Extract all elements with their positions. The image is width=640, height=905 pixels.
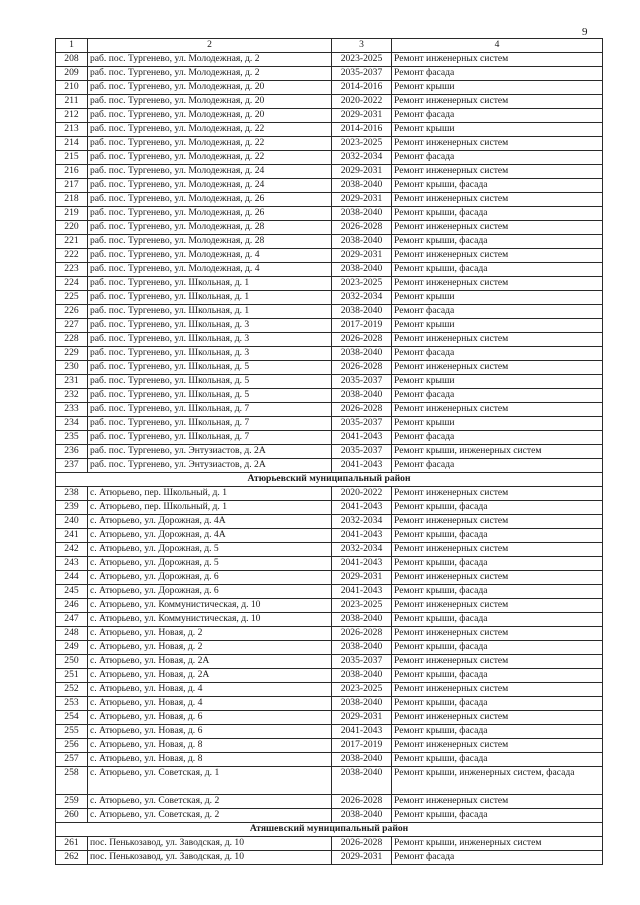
work-type-cell: Ремонт фасада [392, 851, 603, 865]
work-type-cell: Ремонт крыши [392, 123, 603, 137]
page-number: 9 [582, 26, 588, 38]
period-cell: 2032-2034 [332, 543, 392, 557]
row-number-cell: 238 [56, 487, 88, 501]
work-type-cell: Ремонт фасада [392, 67, 603, 81]
table-row [56, 515, 603, 529]
row-number-cell: 228 [56, 333, 88, 347]
table-row [56, 585, 603, 599]
row-number-cell: 252 [56, 683, 88, 697]
address-cell: раб. пос. Тургенево, ул. Молодежная, д. 22 [88, 151, 332, 165]
row-number-cell: 256 [56, 739, 88, 753]
work-type-cell: Ремонт крыши, фасада [392, 529, 603, 543]
address-cell: с. Атюрьево, ул. Дорожная, д. 6 [88, 571, 332, 585]
work-type-cell: Ремонт инженерных систем [392, 193, 603, 207]
row-number-cell: 216 [56, 165, 88, 179]
period-cell: 2041-2043 [332, 557, 392, 571]
row-number-cell: 211 [56, 95, 88, 109]
row-number-cell: 262 [56, 851, 88, 865]
table-row [56, 501, 603, 515]
period-cell: 2038-2040 [332, 235, 392, 249]
address-cell: раб. пос. Тургенево, ул. Молодежная, д. 26 [88, 207, 332, 221]
address-cell: раб. пос. Тургенево, ул. Молодежная, д. 4 [88, 263, 332, 277]
row-number-cell: 232 [56, 389, 88, 403]
period-cell: 2014-2016 [332, 123, 392, 137]
section-title: Атюрьевский муниципальный район [56, 473, 603, 487]
address-cell: с. Атюрьево, ул. Дорожная, д. 5 [88, 557, 332, 571]
period-cell: 2035-2037 [332, 655, 392, 669]
period-cell: 2038-2040 [332, 305, 392, 319]
row-number-cell: 222 [56, 249, 88, 263]
period-cell: 2029-2031 [332, 571, 392, 585]
row-number-cell: 235 [56, 431, 88, 445]
table-row [56, 431, 603, 445]
row-number-cell: 253 [56, 697, 88, 711]
table-row [56, 739, 603, 753]
address-cell: с. Атюрьево, ул. Коммунистическая, д. 10 [88, 599, 332, 613]
period-cell: 2026-2028 [332, 361, 392, 375]
address-cell: с. Атюрьево, ул. Советская, д. 2 [88, 795, 332, 809]
period-cell: 2035-2037 [332, 67, 392, 81]
work-type-cell: Ремонт инженерных систем [392, 739, 603, 753]
table-row [56, 193, 603, 207]
capital-repair-table [55, 38, 603, 865]
address-cell: раб. пос. Тургенево, ул. Молодежная, д. 20 [88, 109, 332, 123]
period-cell: 2029-2031 [332, 165, 392, 179]
row-number-cell: 231 [56, 375, 88, 389]
table-row [56, 81, 603, 95]
period-cell: 2026-2028 [332, 837, 392, 851]
row-number-cell: 209 [56, 67, 88, 81]
table-row [56, 123, 603, 137]
table-row [56, 249, 603, 263]
address-cell: с. Атюрьево, ул. Новая, д. 2А [88, 669, 332, 683]
table-row [56, 53, 603, 67]
row-number-cell: 237 [56, 459, 88, 473]
row-number-cell: 243 [56, 557, 88, 571]
work-type-cell: Ремонт инженерных систем [392, 627, 603, 641]
work-type-cell: Ремонт фасада [392, 151, 603, 165]
table-row [56, 221, 603, 235]
address-cell: раб. пос. Тургенево, ул. Школьная, д. 7 [88, 403, 332, 417]
work-type-cell: Ремонт инженерных систем [392, 165, 603, 179]
address-cell: с. Атюрьево, ул. Новая, д. 4 [88, 697, 332, 711]
period-cell: 2020-2022 [332, 487, 392, 501]
work-type-cell: Ремонт фасада [392, 459, 603, 473]
period-cell: 2029-2031 [332, 109, 392, 123]
row-number-cell: 219 [56, 207, 88, 221]
table-row [56, 613, 603, 627]
address-cell: с. Атюрьево, пер. Школьный, д. 1 [88, 501, 332, 515]
row-number-cell: 246 [56, 599, 88, 613]
work-type-cell: Ремонт крыши, инженерных систем [392, 837, 603, 851]
address-cell: с. Атюрьево, ул. Новая, д. 8 [88, 753, 332, 767]
period-cell: 2023-2025 [332, 137, 392, 151]
address-cell: с. Атюрьево, ул. Новая, д. 8 [88, 739, 332, 753]
period-cell: 2041-2043 [332, 431, 392, 445]
period-cell: 2023-2025 [332, 599, 392, 613]
table-row [56, 837, 603, 851]
address-cell: с. Атюрьево, ул. Дорожная, д. 6 [88, 585, 332, 599]
table-row [56, 809, 603, 823]
work-type-cell: Ремонт крыши, фасада [392, 641, 603, 655]
address-cell: раб. пос. Тургенево, ул. Молодежная, д. 2 [88, 67, 332, 81]
period-cell: 2017-2019 [332, 739, 392, 753]
work-type-cell: Ремонт инженерных систем [392, 137, 603, 151]
address-cell: раб. пос. Тургенево, ул. Молодежная, д. 22 [88, 123, 332, 137]
row-number-cell: 217 [56, 179, 88, 193]
table-row [56, 389, 603, 403]
address-cell: с. Атюрьево, ул. Новая, д. 2А [88, 655, 332, 669]
table-body [56, 39, 603, 865]
row-number-cell: 258 [56, 767, 88, 795]
address-cell: с. Атюрьево, ул. Дорожная, д. 4А [88, 529, 332, 543]
work-type-cell: Ремонт крыши [392, 291, 603, 305]
address-cell: пос. Пенькозавод, ул. Заводская, д. 10 [88, 851, 332, 865]
table-row [56, 669, 603, 683]
work-type-cell: Ремонт фасада [392, 347, 603, 361]
table-row [56, 277, 603, 291]
table-row [56, 375, 603, 389]
period-cell: 2041-2043 [332, 459, 392, 473]
period-cell: 2041-2043 [332, 725, 392, 739]
address-cell: раб. пос. Тургенево, ул. Молодежная, д. 22 [88, 137, 332, 151]
period-cell: 2029-2031 [332, 193, 392, 207]
address-cell: пос. Пенькозавод, ул. Заводская, д. 10 [88, 837, 332, 851]
address-cell: с. Атюрьево, ул. Советская, д. 2 [88, 809, 332, 823]
work-type-cell: Ремонт инженерных систем [392, 599, 603, 613]
table-row [56, 851, 603, 865]
table-row [56, 529, 603, 543]
period-cell: 2038-2040 [332, 389, 392, 403]
header-col-address: 2 [88, 39, 332, 53]
period-cell: 2023-2025 [332, 277, 392, 291]
address-cell: раб. пос. Тургенево, ул. Школьная, д. 7 [88, 417, 332, 431]
table-row [56, 109, 603, 123]
work-type-cell: Ремонт крыши [392, 417, 603, 431]
address-cell: раб. пос. Тургенево, ул. Молодежная, д. 20 [88, 81, 332, 95]
work-type-cell: Ремонт инженерных систем [392, 795, 603, 809]
row-number-cell: 240 [56, 515, 88, 529]
period-cell: 2029-2031 [332, 249, 392, 263]
row-number-cell: 241 [56, 529, 88, 543]
table-row [56, 347, 603, 361]
period-cell: 2026-2028 [332, 627, 392, 641]
work-type-cell: Ремонт крыши, фасада [392, 669, 603, 683]
work-type-cell: Ремонт фасада [392, 389, 603, 403]
period-cell: 2038-2040 [332, 809, 392, 823]
section-row [56, 473, 603, 487]
row-number-cell: 218 [56, 193, 88, 207]
row-number-cell: 259 [56, 795, 88, 809]
work-type-cell: Ремонт крыши, фасада [392, 697, 603, 711]
work-type-cell: Ремонт крыши, фасада [392, 501, 603, 515]
period-cell: 2038-2040 [332, 753, 392, 767]
address-cell: с. Атюрьево, ул. Новая, д. 6 [88, 725, 332, 739]
period-cell: 2026-2028 [332, 221, 392, 235]
work-type-cell: Ремонт фасада [392, 109, 603, 123]
period-cell: 2038-2040 [332, 347, 392, 361]
address-cell: раб. пос. Тургенево, ул. Молодежная, д. 4 [88, 249, 332, 263]
table-row [56, 459, 603, 473]
address-cell: с. Атюрьево, пер. Школьный, д. 1 [88, 487, 332, 501]
row-number-cell: 260 [56, 809, 88, 823]
period-cell: 2023-2025 [332, 53, 392, 67]
work-type-cell: Ремонт фасада [392, 305, 603, 319]
period-cell: 2038-2040 [332, 641, 392, 655]
row-number-cell: 261 [56, 837, 88, 851]
table-row [56, 445, 603, 459]
period-cell: 2032-2034 [332, 151, 392, 165]
work-type-cell: Ремонт инженерных систем [392, 221, 603, 235]
table-row [56, 725, 603, 739]
table-row [56, 263, 603, 277]
section-title: Атяшевский муниципальный район [56, 823, 603, 837]
period-cell: 2038-2040 [332, 669, 392, 683]
work-type-cell: Ремонт крыши, фасада [392, 753, 603, 767]
table-row [56, 151, 603, 165]
period-cell: 2035-2037 [332, 417, 392, 431]
address-cell: с. Атюрьево, ул. Дорожная, д. 4А [88, 515, 332, 529]
table-row [56, 641, 603, 655]
work-type-cell: Ремонт инженерных систем [392, 683, 603, 697]
row-number-cell: 227 [56, 319, 88, 333]
row-number-cell: 230 [56, 361, 88, 375]
work-type-cell: Ремонт инженерных систем [392, 487, 603, 501]
address-cell: раб. пос. Тургенево, ул. Молодежная, д. 26 [88, 193, 332, 207]
period-cell: 2038-2040 [332, 697, 392, 711]
address-cell: с. Атюрьево, ул. Дорожная, д. 5 [88, 543, 332, 557]
work-type-cell: Ремонт крыши [392, 319, 603, 333]
row-number-cell: 229 [56, 347, 88, 361]
address-cell: с. Атюрьево, ул. Новая, д. 6 [88, 711, 332, 725]
work-type-cell: Ремонт крыши, инженерных систем, фасада [392, 767, 603, 795]
address-cell: раб. пос. Тургенево, ул. Молодежная, д. 2 [88, 53, 332, 67]
address-cell: раб. пос. Тургенево, ул. Школьная, д. 3 [88, 347, 332, 361]
row-number-cell: 223 [56, 263, 88, 277]
header-row [56, 39, 603, 53]
header-col-number: 1 [56, 39, 88, 53]
work-type-cell: Ремонт инженерных систем [392, 403, 603, 417]
work-type-cell: Ремонт крыши, инженерных систем [392, 445, 603, 459]
row-number-cell: 248 [56, 627, 88, 641]
table-row [56, 627, 603, 641]
address-cell: раб. пос. Тургенево, ул. Молодежная, д. 24 [88, 179, 332, 193]
row-number-cell: 251 [56, 669, 88, 683]
table-row [56, 333, 603, 347]
row-number-cell: 239 [56, 501, 88, 515]
period-cell: 2032-2034 [332, 291, 392, 305]
table-row [56, 711, 603, 725]
row-number-cell: 220 [56, 221, 88, 235]
period-cell: 2041-2043 [332, 501, 392, 515]
row-number-cell: 244 [56, 571, 88, 585]
table-row [56, 361, 603, 375]
address-cell: с. Атюрьево, ул. Новая, д. 2 [88, 627, 332, 641]
row-number-cell: 224 [56, 277, 88, 291]
table-row [56, 305, 603, 319]
table-row [56, 795, 603, 809]
table-row [56, 417, 603, 431]
row-number-cell: 233 [56, 403, 88, 417]
work-type-cell: Ремонт крыши, фасада [392, 207, 603, 221]
table-row [56, 165, 603, 179]
work-type-cell: Ремонт инженерных систем [392, 515, 603, 529]
period-cell: 2020-2022 [332, 95, 392, 109]
address-cell: раб. пос. Тургенево, ул. Школьная, д. 5 [88, 389, 332, 403]
work-type-cell: Ремонт крыши [392, 81, 603, 95]
address-cell: раб. пос. Тургенево, ул. Молодежная, д. 24 [88, 165, 332, 179]
row-number-cell: 236 [56, 445, 88, 459]
table-row [56, 67, 603, 81]
address-cell: с. Атюрьево, ул. Новая, д. 2 [88, 641, 332, 655]
work-type-cell: Ремонт инженерных систем [392, 333, 603, 347]
period-cell: 2029-2031 [332, 711, 392, 725]
work-type-cell: Ремонт инженерных систем [392, 711, 603, 725]
period-cell: 2038-2040 [332, 767, 392, 795]
address-cell: раб. пос. Тургенево, ул. Школьная, д. 1 [88, 277, 332, 291]
row-number-cell: 247 [56, 613, 88, 627]
work-type-cell: Ремонт крыши, фасада [392, 613, 603, 627]
period-cell: 2035-2037 [332, 445, 392, 459]
period-cell: 2038-2040 [332, 207, 392, 221]
table-row [56, 403, 603, 417]
table-row [56, 557, 603, 571]
work-type-cell: Ремонт инженерных систем [392, 277, 603, 291]
table-row [56, 95, 603, 109]
row-number-cell: 226 [56, 305, 88, 319]
table-row [56, 599, 603, 613]
period-cell: 2038-2040 [332, 263, 392, 277]
address-cell: раб. пос. Тургенево, ул. Школьная, д. 5 [88, 375, 332, 389]
work-type-cell: Ремонт крыши, фасада [392, 809, 603, 823]
table-row [56, 235, 603, 249]
address-cell: с. Атюрьево, ул. Коммунистическая, д. 10 [88, 613, 332, 627]
work-type-cell: Ремонт инженерных систем [392, 53, 603, 67]
period-cell: 2038-2040 [332, 613, 392, 627]
period-cell: 2026-2028 [332, 795, 392, 809]
row-number-cell: 249 [56, 641, 88, 655]
row-number-cell: 221 [56, 235, 88, 249]
work-type-cell: Ремонт инженерных систем [392, 361, 603, 375]
address-cell: раб. пос. Тургенево, ул. Молодежная, д. 28 [88, 221, 332, 235]
period-cell: 2026-2028 [332, 403, 392, 417]
row-number-cell: 212 [56, 109, 88, 123]
work-type-cell: Ремонт крыши, фасада [392, 557, 603, 571]
work-type-cell: Ремонт инженерных систем [392, 571, 603, 585]
row-number-cell: 208 [56, 53, 88, 67]
table-row [56, 767, 603, 795]
table-row [56, 655, 603, 669]
work-type-cell: Ремонт крыши [392, 375, 603, 389]
work-type-cell: Ремонт инженерных систем [392, 655, 603, 669]
period-cell: 2014-2016 [332, 81, 392, 95]
period-cell: 2041-2043 [332, 585, 392, 599]
period-cell: 2041-2043 [332, 529, 392, 543]
row-number-cell: 255 [56, 725, 88, 739]
work-type-cell: Ремонт крыши, фасада [392, 179, 603, 193]
period-cell: 2023-2025 [332, 683, 392, 697]
row-number-cell: 245 [56, 585, 88, 599]
table-row [56, 543, 603, 557]
address-cell: раб. пос. Тургенево, ул. Школьная, д. 5 [88, 361, 332, 375]
work-type-cell: Ремонт инженерных систем [392, 95, 603, 109]
table-row [56, 571, 603, 585]
table-row [56, 291, 603, 305]
period-cell: 2017-2019 [332, 319, 392, 333]
header-col-work: 4 [392, 39, 603, 53]
header-col-period: 3 [332, 39, 392, 53]
row-number-cell: 214 [56, 137, 88, 151]
table-row [56, 753, 603, 767]
table-row [56, 487, 603, 501]
row-number-cell: 225 [56, 291, 88, 305]
period-cell: 2026-2028 [332, 333, 392, 347]
work-type-cell: Ремонт фасада [392, 431, 603, 445]
work-type-cell: Ремонт крыши, фасада [392, 263, 603, 277]
row-number-cell: 254 [56, 711, 88, 725]
address-cell: раб. пос. Тургенево, ул. Молодежная, д. 28 [88, 235, 332, 249]
address-cell: раб. пос. Тургенево, ул. Энтузиастов, д. 2А [88, 445, 332, 459]
work-type-cell: Ремонт крыши, фасада [392, 725, 603, 739]
table-row [56, 207, 603, 221]
address-cell: с. Атюрьево, ул. Новая, д. 4 [88, 683, 332, 697]
table-row [56, 697, 603, 711]
table-row [56, 683, 603, 697]
address-cell: с. Атюрьево, ул. Советская, д. 1 [88, 767, 332, 795]
period-cell: 2035-2037 [332, 375, 392, 389]
address-cell: раб. пос. Тургенево, ул. Школьная, д. 3 [88, 319, 332, 333]
period-cell: 2032-2034 [332, 515, 392, 529]
work-type-cell: Ремонт инженерных систем [392, 543, 603, 557]
address-cell: раб. пос. Тургенево, ул. Энтузиастов, д. 2А [88, 459, 332, 473]
row-number-cell: 213 [56, 123, 88, 137]
address-cell: раб. пос. Тургенево, ул. Школьная, д. 3 [88, 333, 332, 347]
address-cell: раб. пос. Тургенево, ул. Школьная, д. 7 [88, 431, 332, 445]
table-row [56, 179, 603, 193]
row-number-cell: 210 [56, 81, 88, 95]
address-cell: раб. пос. Тургенево, ул. Молодежная, д. 20 [88, 95, 332, 109]
table-row [56, 319, 603, 333]
row-number-cell: 257 [56, 753, 88, 767]
row-number-cell: 242 [56, 543, 88, 557]
address-cell: раб. пос. Тургенево, ул. Школьная, д. 1 [88, 305, 332, 319]
period-cell: 2029-2031 [332, 851, 392, 865]
work-type-cell: Ремонт инженерных систем [392, 249, 603, 263]
row-number-cell: 250 [56, 655, 88, 669]
work-type-cell: Ремонт крыши, фасада [392, 585, 603, 599]
address-cell: раб. пос. Тургенево, ул. Школьная, д. 1 [88, 291, 332, 305]
row-number-cell: 234 [56, 417, 88, 431]
work-type-cell: Ремонт крыши, фасада [392, 235, 603, 249]
row-number-cell: 215 [56, 151, 88, 165]
section-row [56, 823, 603, 837]
period-cell: 2038-2040 [332, 179, 392, 193]
table-row [56, 137, 603, 151]
